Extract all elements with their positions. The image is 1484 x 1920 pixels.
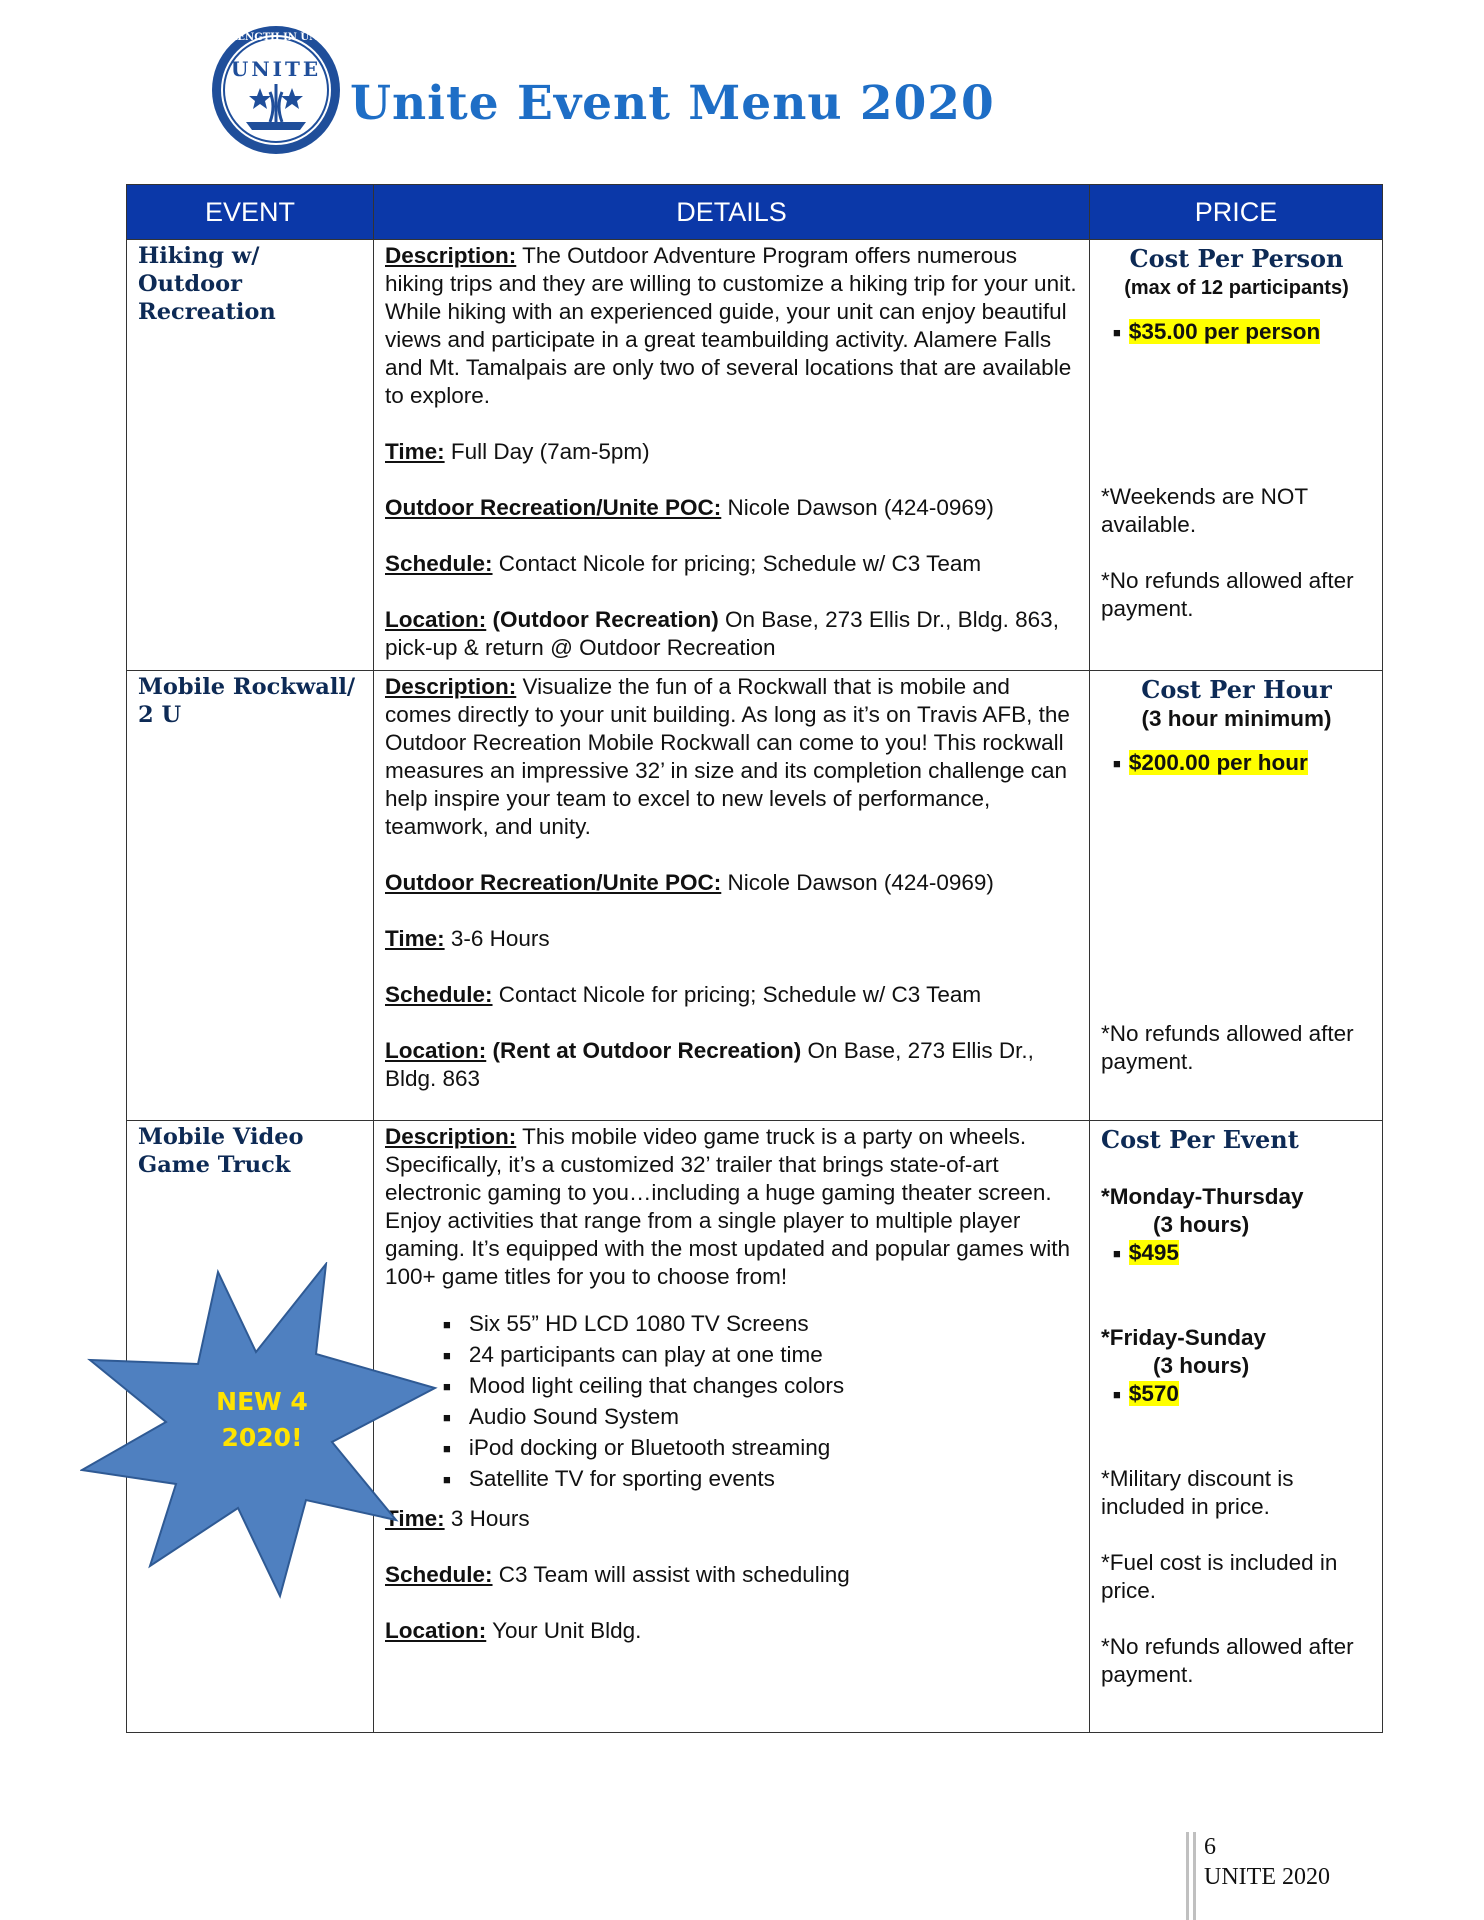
price-item [1101,1380,1372,1409]
unite-logo [210,18,342,166]
badge-line1: NEW 4 [216,1387,308,1416]
location-text: Your Unit Bldg. [486,1618,642,1644]
schedule-label: Schedule: [385,1562,493,1588]
footer-divider [1186,1832,1196,1920]
bullet-icon: ■ [443,1410,451,1426]
time-text: 3 Hours [444,1506,530,1532]
schedule-text: Contact Nicole for pricing; Schedule w/ C3 Team [492,982,982,1007]
event-name: Hiking w/ Outdoor Recreation [127,240,374,671]
event-name: Mobile Video Game Truck [127,1121,374,1733]
table-row [127,671,1383,1121]
page-title: Unite Event Menu 2020 [350,76,995,131]
event-details [374,240,1090,671]
event-price [1090,1121,1383,1733]
list-item: ■ 24 participants can play at one time [443,1342,823,1368]
event-price [1090,240,1383,671]
price-note: *No refunds allowed after payment. [1101,1634,1354,1688]
table-header-row [127,185,1383,240]
location-label: Location: [385,607,487,632]
new-badge-starburst [80,1262,440,1602]
bullet-icon: ■ [1113,325,1121,341]
list-item: ■ Satellite TV for sporting events [443,1466,775,1492]
price-heading: Cost Per Person [1129,244,1344,273]
event-name: Mobile Rockwall/ 2 U [127,671,374,1121]
bullet-icon: ■ [1113,1246,1121,1262]
price-item [1101,1239,1372,1268]
price-value: $495 [1128,1240,1179,1265]
list-item: ■ Audio Sound System [443,1404,679,1430]
bullet-icon: ■ [443,1348,451,1364]
price-subheading: (max of 12 participants) [1124,277,1349,299]
price-heading: Cost Per Hour [1141,675,1332,704]
price-item [1101,749,1372,778]
description-label: Description: [385,674,517,699]
poc-text: Nicole Dawson (424-0969) [721,495,994,520]
column-header-price: PRICE [1090,185,1383,240]
badge-line2: 2020! [221,1423,303,1452]
price-note: *Weekends are NOT available. [1101,484,1308,538]
location-text: On Base, 273 Ellis Dr., Bldg. 863, pick-up & return @ Outdoor Recreation [385,607,1059,660]
logo-name: UNITE [230,57,322,81]
bullet-icon: ■ [443,1441,451,1457]
event-details [374,671,1090,1121]
poc-label: Outdoor Recreation/Unite POC: [385,495,722,520]
schedule-label: Schedule: [385,551,493,576]
weekday-hours: (3 hours) [1153,1212,1250,1237]
feature-list [385,1309,1079,1495]
schedule-text: C3 Team will assist with scheduling [492,1562,850,1588]
price-heading: Cost Per Event [1101,1125,1299,1154]
price-value: $570 [1128,1381,1179,1407]
column-header-event: EVENT [127,185,374,240]
bullet-icon: ■ [443,1472,451,1488]
description-label: Description: [385,243,517,268]
schedule-label: Schedule: [385,982,493,1007]
time-text: Full Day (7am-5pm) [444,439,650,464]
schedule-text: Contact Nicole for pricing; Schedule w/ C3 Team [492,551,982,576]
price-note: *No refunds allowed after payment. [1101,568,1354,622]
bullet-icon: ■ [443,1317,451,1333]
weekday-label: *Monday-Thursday [1101,1184,1304,1209]
bullet-icon: ■ [1113,1387,1121,1403]
footer-label: UNITE 2020 [1204,1864,1330,1890]
price-subheading: (3 hour minimum) [1141,706,1332,731]
bullet-icon: ■ [1113,756,1121,772]
list-item: ■ Six 55” HD LCD 1080 TV Screens [443,1311,809,1336]
logo-top-text: STRENGTH IN UNITY [214,32,338,43]
price-value: $35.00 per person [1128,319,1321,344]
location-label: Location: [385,1618,487,1644]
location-venue: (Rent at Outdoor Recreation) [486,1038,802,1063]
time-label: Time: [385,439,445,464]
weekend-label: *Friday-Sunday [1101,1325,1267,1351]
description-text: Visualize the fun of a Rockwall that is mobile and comes directly to your unit building. As long as it’s on Travis AFB, the Outdoor Recreation Mobile Rockwall can come to you! This rockwall measures an impressive 32’ in size and its completion challenge can help inspire your team to excel to new levels of performance, teamwork, and unity. [385,674,1070,839]
location-venue: (Outdoor Recreation) [486,607,719,632]
poc-label: Outdoor Recreation/Unite POC: [385,870,722,895]
column-header-details: DETAILS [374,185,1090,240]
event-price [1090,671,1383,1121]
price-note: *Fuel cost is included in price. [1101,1550,1338,1604]
event-details [374,1121,1090,1733]
description-text: This mobile video game truck is a party on wheels. Specifically, it’s a customized 32’ trailer that brings state-of-art electronic gaming to you…including a huge gaming theater screen. Enjoy activities that range from a single player to multiple player gaming. It’s equipped with the most updated and popular games with 100+ game titles for you to choose from! [385,1124,1071,1289]
description-text: The Outdoor Adventure Program offers numerous hiking trips and they are willing to customize a hiking trip for your unit. While hiking with an experienced guide, your unit can enjoy beautiful views and participate in a great teambuilding activity. Alamere Falls and Mt. Tamalpais are only two of several locations that are available to explore. [385,243,1077,408]
bullet-icon: ■ [443,1379,451,1395]
price-note: *No refunds allowed after payment. [1101,1021,1354,1075]
weekend-hours: (3 hours) [1153,1353,1250,1379]
location-label: Location: [385,1038,487,1063]
price-value: $200.00 per hour [1128,750,1308,775]
poc-text: Nicole Dawson (424-0969) [721,870,994,895]
page-header [210,18,1310,168]
price-note: *Military discount is included in price. [1101,1466,1294,1520]
page-number: 6 [1204,1834,1216,1860]
time-text: 3-6 Hours [444,926,550,951]
location-text: On Base, 273 Ellis Dr., Bldg. 863 [385,1038,1034,1091]
list-item: ■ Mood light ceiling that changes colors [443,1373,845,1399]
time-label: Time: [385,1506,445,1532]
time-label: Time: [385,926,445,951]
table-row [127,240,1383,671]
price-item [1101,318,1372,347]
description-label: Description: [385,1124,517,1149]
list-item: ■ iPod docking or Bluetooth streaming [443,1435,831,1461]
